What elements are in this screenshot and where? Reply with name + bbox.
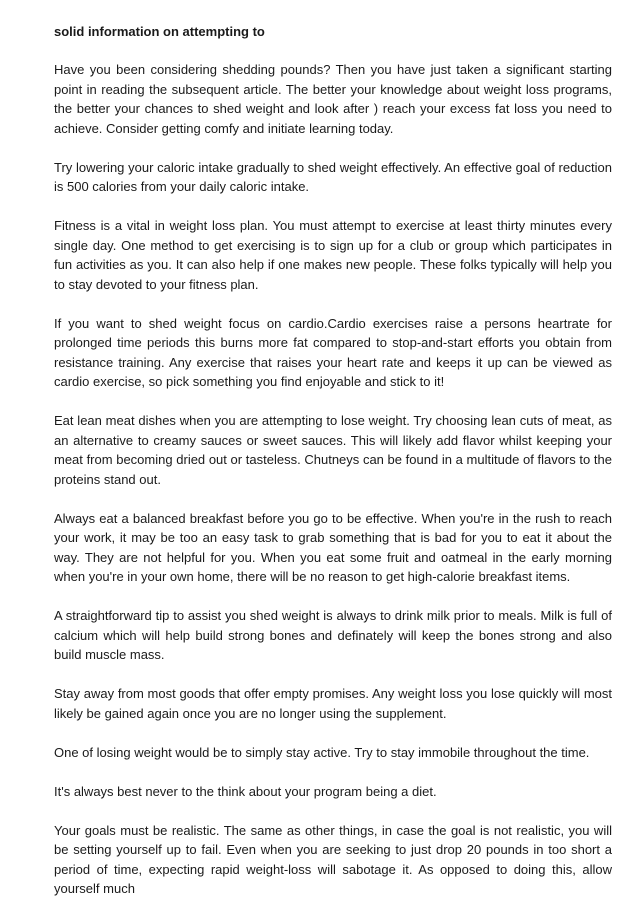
paragraph: Fitness is a vital in weight loss plan. You must attempt to exercise at least thirty minutes every single day. One method to get exercising is to sign up for a club or group which participates in fun activities as you. It can also help if one makes new people. These folks typically will help you to stay devoted to your fitness plan. bbox=[54, 218, 612, 292]
paragraph: If you want to shed weight focus on cardio.Cardio exercises raise a persons heartrate for prolonged time periods this burns more fat compared to stop-and-start efforts you obtain from resistance training. Any exercise that raises your heart rate and keeps it up can be viewed as cardio exercise, so pick something you find enjoyable and stick to it! bbox=[54, 315, 612, 389]
paragraph: Always eat a balanced breakfast before you go to be effective. When you're in the rush to reach your work, it may be too an easy task to grab something that is bad for you to eat it about the way. They are not helpful for you. When you eat some fruit and oatmeal in the early morning when you're in your own home, there will be no reason to get high-calorie breakfast items. bbox=[54, 510, 612, 584]
paragraph: Try lowering your caloric intake gradually to shed weight effectively. An effective goal of reduction is 500 calories from your daily caloric intake. bbox=[54, 159, 612, 194]
paragraph: It's always best never to the think about your program being a diet. bbox=[54, 783, 437, 799]
paragraph: Eat lean meat dishes when you are attempting to lose weight. Try choosing lean cuts of meat, as an alternative to creamy sauces or sweet sauces. This will likely add flavor whilst keeping your meat from becoming dried out or tasteless. Chutneys can be found in a multitude of flavors to the proteins stand out. bbox=[54, 413, 612, 487]
paragraph: One of losing weight would be to simply stay active. Try to stay immobile throughout the time. bbox=[54, 744, 590, 760]
paragraph: A straightforward tip to assist you shed weight is always to drink milk prior to meals. Milk is full of calcium which will help build strong bones and definately will keep the bones strong and also build muscle mass. bbox=[54, 608, 612, 662]
paragraph: Stay away from most goods that offer empty promises. Any weight loss you lose quickly will most likely be gained again once you are no longer using the supplement. bbox=[54, 686, 612, 721]
document-page bbox=[54, 22, 612, 918]
document-title: solid information on attempting to bbox=[54, 24, 265, 39]
paragraph: Your goals must be realistic. The same as other things, in case the goal is not realistic, you will be setting yourself up to fail. Even when you are seeking to just drop 20 pounds in too short a period of time, expecting rapid weight-loss will sabotage it. As opposed to doing this, allow yourself much bbox=[54, 822, 612, 896]
paragraph: Have you been considering shedding pounds? Then you have just taken a significant starting point in reading the subsequent article. The better your knowledge about weight loss programs, the better your chances to shed weight and look after ) reach your excess fat loss you need to achieve. Consider getting comfy and initiate learning today. bbox=[54, 62, 612, 136]
